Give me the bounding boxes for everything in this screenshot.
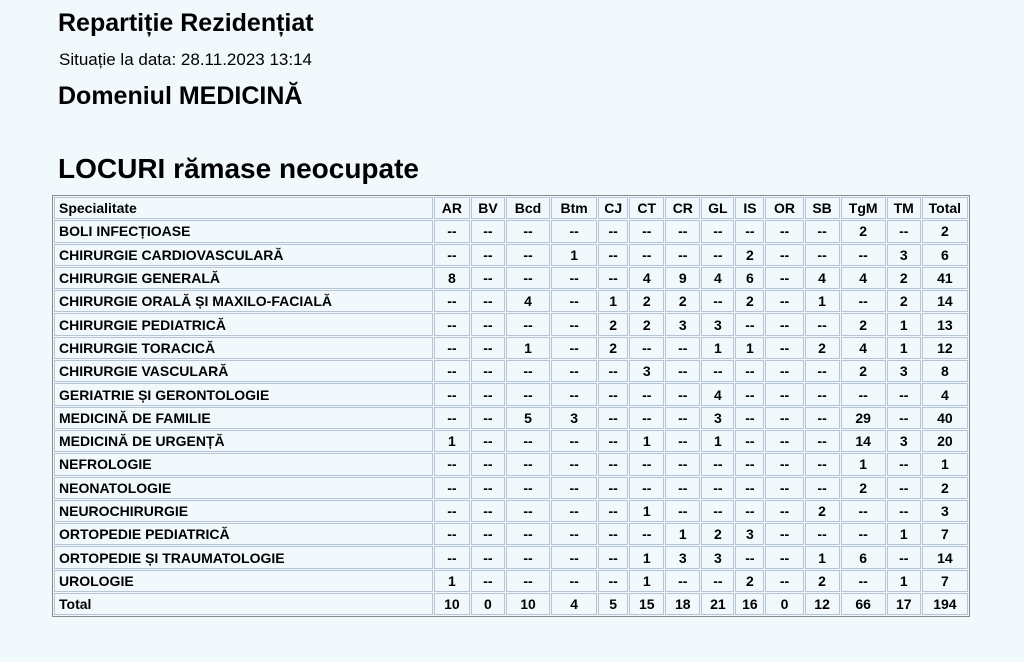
seat-count-cell: -- (765, 313, 803, 335)
table-body (54, 220, 968, 615)
specialty-cell: NEUROCHIRURGIE (54, 500, 433, 522)
seat-count-cell: -- (887, 453, 921, 475)
seat-count-cell: 14 (922, 546, 968, 568)
seat-count-cell: 7 (922, 570, 968, 592)
seat-count-cell: 4 (701, 267, 734, 289)
seat-count-cell: -- (665, 500, 700, 522)
seat-count-cell: 1 (506, 337, 550, 359)
seat-count-cell: -- (434, 244, 470, 266)
seat-count-cell: -- (805, 407, 840, 429)
seat-count-cell: -- (841, 383, 886, 405)
specialty-cell: UROLOGIE (54, 570, 433, 592)
seat-count-cell: -- (665, 477, 700, 499)
seat-count-cell: 6 (735, 267, 764, 289)
seat-count-cell: 4 (922, 383, 968, 405)
seat-count-cell: -- (629, 477, 664, 499)
seat-count-cell: 2 (598, 337, 628, 359)
table-row (54, 313, 968, 335)
seat-count-cell: 5 (506, 407, 550, 429)
seat-count-cell: -- (701, 570, 734, 592)
specialty-cell: CHIRURGIE ORALĂ ȘI MAXILO-FACIALĂ (54, 290, 433, 312)
seat-count-cell: 1 (434, 430, 470, 452)
seat-count-cell: 41 (922, 267, 968, 289)
seat-count-cell: 14 (841, 430, 886, 452)
seat-count-cell: 4 (841, 267, 886, 289)
total-value-cell: 0 (471, 593, 505, 615)
seat-count-cell: 2 (629, 313, 664, 335)
column-header-cj: CJ (598, 197, 628, 219)
seat-count-cell: 4 (701, 383, 734, 405)
seat-count-cell: -- (506, 267, 550, 289)
seat-count-cell: -- (506, 453, 550, 475)
seat-count-cell: -- (701, 290, 734, 312)
seat-count-cell: -- (805, 220, 840, 242)
seat-count-cell: 2 (665, 290, 700, 312)
specialty-cell: CHIRURGIE VASCULARĂ (54, 360, 433, 382)
specialty-cell: MEDICINĂ DE URGENȚĂ (54, 430, 433, 452)
seat-count-cell: -- (765, 337, 803, 359)
seat-count-cell: 8 (922, 360, 968, 382)
seat-count-cell: -- (551, 360, 597, 382)
seat-count-cell: -- (506, 546, 550, 568)
seat-count-cell: -- (471, 500, 505, 522)
total-value-cell: 10 (434, 593, 470, 615)
total-value-cell: 12 (805, 593, 840, 615)
seat-count-cell: 3 (629, 360, 664, 382)
seat-count-cell: 3 (701, 546, 734, 568)
table-row (54, 220, 968, 242)
seat-count-cell: -- (551, 290, 597, 312)
seat-count-cell: -- (735, 546, 764, 568)
seat-count-cell: -- (765, 220, 803, 242)
seat-count-cell: 1 (598, 290, 628, 312)
seat-count-cell: 1 (887, 337, 921, 359)
seat-count-cell: -- (805, 453, 840, 475)
seat-count-cell: -- (598, 383, 628, 405)
seat-count-cell: 2 (922, 477, 968, 499)
seat-count-cell: -- (598, 220, 628, 242)
seat-count-cell: -- (735, 383, 764, 405)
vacancies-table (52, 195, 970, 617)
table-row (54, 244, 968, 266)
table-row (54, 523, 968, 545)
seat-count-cell: 2 (805, 500, 840, 522)
seat-count-cell: 13 (922, 313, 968, 335)
seat-count-cell: -- (629, 244, 664, 266)
seat-count-cell: 1 (887, 313, 921, 335)
seat-count-cell: -- (665, 453, 700, 475)
seat-count-cell: 3 (887, 360, 921, 382)
seat-count-cell: -- (506, 220, 550, 242)
seat-count-cell: -- (471, 453, 505, 475)
specialty-cell: CHIRURGIE CARDIOVASCULARĂ (54, 244, 433, 266)
seat-count-cell: -- (665, 244, 700, 266)
seat-count-cell: 2 (805, 337, 840, 359)
seat-count-cell: -- (434, 383, 470, 405)
seat-count-cell: 3 (887, 430, 921, 452)
seat-count-cell: -- (665, 430, 700, 452)
seat-count-cell: -- (551, 220, 597, 242)
seat-count-cell: 1 (551, 244, 597, 266)
seat-count-cell: -- (887, 546, 921, 568)
seat-count-cell: -- (735, 500, 764, 522)
seat-count-cell: -- (551, 477, 597, 499)
seat-count-cell: -- (506, 523, 550, 545)
seat-count-cell: -- (765, 360, 803, 382)
column-header-tm: TM (887, 197, 921, 219)
seat-count-cell: -- (765, 523, 803, 545)
table-row (54, 337, 968, 359)
seat-count-cell: -- (471, 383, 505, 405)
seat-count-cell: -- (629, 337, 664, 359)
column-header-gl: GL (701, 197, 734, 219)
seat-count-cell: -- (471, 570, 505, 592)
seat-count-cell: -- (598, 267, 628, 289)
seat-count-cell: -- (598, 244, 628, 266)
column-header-tgm: TgM (841, 197, 886, 219)
specialty-cell: MEDICINĂ DE FAMILIE (54, 407, 433, 429)
seat-count-cell: -- (551, 500, 597, 522)
seat-count-cell: 2 (701, 523, 734, 545)
seat-count-cell: -- (765, 546, 803, 568)
seat-count-cell: -- (434, 523, 470, 545)
seat-count-cell: -- (506, 244, 550, 266)
table-header-row (54, 197, 968, 219)
seat-count-cell: -- (735, 407, 764, 429)
column-header-sb: SB (805, 197, 840, 219)
seat-count-cell: -- (551, 337, 597, 359)
seat-count-cell: -- (765, 383, 803, 405)
seat-count-cell: -- (551, 546, 597, 568)
seat-count-cell: -- (765, 453, 803, 475)
seat-count-cell: 6 (922, 244, 968, 266)
seat-count-cell: -- (665, 360, 700, 382)
seat-count-cell: 2 (735, 244, 764, 266)
table-row (54, 570, 968, 592)
seat-count-cell: -- (735, 360, 764, 382)
seat-count-cell: -- (434, 313, 470, 335)
column-header-ct: CT (629, 197, 664, 219)
total-row (54, 593, 968, 615)
table-row (54, 267, 968, 289)
seat-count-cell: 4 (805, 267, 840, 289)
seat-count-cell: 4 (506, 290, 550, 312)
seat-count-cell: 12 (922, 337, 968, 359)
column-header-specialitate: Specialitate (54, 197, 433, 219)
specialty-cell: ORTOPEDIE ȘI TRAUMATOLOGIE (54, 546, 433, 568)
total-value-cell: 66 (841, 593, 886, 615)
seat-count-cell: -- (665, 407, 700, 429)
seat-count-cell: -- (701, 220, 734, 242)
table-row (54, 360, 968, 382)
seat-count-cell: -- (434, 407, 470, 429)
seat-count-cell: -- (506, 430, 550, 452)
seat-count-cell: -- (471, 430, 505, 452)
seat-count-cell: -- (735, 477, 764, 499)
seat-count-cell: -- (841, 500, 886, 522)
seat-count-cell: -- (434, 546, 470, 568)
seat-count-cell: -- (629, 220, 664, 242)
seat-count-cell: -- (805, 523, 840, 545)
seat-count-cell: -- (551, 313, 597, 335)
seat-count-cell: 2 (887, 267, 921, 289)
seat-count-cell: -- (598, 477, 628, 499)
seat-count-cell: -- (471, 244, 505, 266)
seat-count-cell: -- (701, 244, 734, 266)
seat-count-cell: -- (598, 523, 628, 545)
seat-count-cell: -- (471, 220, 505, 242)
seat-count-cell: -- (506, 500, 550, 522)
seat-count-cell: 1 (665, 523, 700, 545)
seat-count-cell: -- (434, 290, 470, 312)
seat-count-cell: -- (841, 523, 886, 545)
seat-count-cell: -- (735, 220, 764, 242)
seat-count-cell: -- (887, 500, 921, 522)
seat-count-cell: -- (735, 430, 764, 452)
seat-count-cell: -- (434, 453, 470, 475)
seat-count-cell: -- (471, 477, 505, 499)
seat-count-cell: -- (701, 453, 734, 475)
seat-count-cell: -- (805, 244, 840, 266)
seat-count-cell: 14 (922, 290, 968, 312)
seat-count-cell: -- (629, 453, 664, 475)
seat-count-cell: -- (841, 570, 886, 592)
seat-count-cell: -- (765, 570, 803, 592)
seat-count-cell: -- (506, 383, 550, 405)
seat-count-cell: 1 (841, 453, 886, 475)
seat-count-cell: -- (598, 430, 628, 452)
seat-count-cell: -- (551, 267, 597, 289)
seat-count-cell: -- (598, 453, 628, 475)
seat-count-cell: -- (434, 360, 470, 382)
seat-count-cell: 9 (665, 267, 700, 289)
seat-count-cell: 3 (701, 313, 734, 335)
seat-count-cell: -- (841, 244, 886, 266)
seat-count-cell: 2 (922, 220, 968, 242)
seat-count-cell: 29 (841, 407, 886, 429)
table-row (54, 477, 968, 499)
specialty-cell: BOLI INFECȚIOASE (54, 220, 433, 242)
seat-count-cell: -- (665, 337, 700, 359)
seat-count-cell: -- (551, 453, 597, 475)
domain-heading: Domeniul MEDICINĂ (58, 82, 303, 110)
seat-count-cell: 1 (805, 546, 840, 568)
specialty-cell: NEONATOLOGIE (54, 477, 433, 499)
seat-count-cell: -- (805, 360, 840, 382)
seat-count-cell: -- (665, 383, 700, 405)
seat-count-cell: -- (805, 313, 840, 335)
seat-count-cell: -- (551, 570, 597, 592)
seat-count-cell: -- (805, 477, 840, 499)
seat-count-cell: 1 (701, 337, 734, 359)
seat-count-cell: 1 (629, 500, 664, 522)
seat-count-cell: -- (598, 500, 628, 522)
seat-count-cell: 1 (434, 570, 470, 592)
seat-count-cell: 2 (598, 313, 628, 335)
seat-count-cell: -- (471, 546, 505, 568)
table-row (54, 430, 968, 452)
page-title: Repartiție Rezidențiat (58, 9, 314, 37)
specialty-cell: NEFROLOGIE (54, 453, 433, 475)
seat-count-cell: -- (551, 383, 597, 405)
seat-count-cell: 2 (735, 290, 764, 312)
seat-count-cell: -- (471, 407, 505, 429)
seat-count-cell: 1 (735, 337, 764, 359)
seat-count-cell: 1 (887, 570, 921, 592)
seat-count-cell: 4 (629, 267, 664, 289)
section-title: LOCURI rămase neocupate (58, 153, 419, 184)
specialty-cell: CHIRURGIE PEDIATRICĂ (54, 313, 433, 335)
seat-count-cell: 1 (629, 546, 664, 568)
specialty-cell: GERIATRIE ȘI GERONTOLOGIE (54, 383, 433, 405)
seat-count-cell: 2 (805, 570, 840, 592)
column-header-is: IS (735, 197, 764, 219)
seat-count-cell: 3 (665, 313, 700, 335)
seat-count-cell: -- (551, 430, 597, 452)
seat-count-cell: 3 (665, 546, 700, 568)
seat-count-cell: -- (765, 267, 803, 289)
seat-count-cell: 1 (629, 570, 664, 592)
seat-count-cell: -- (471, 313, 505, 335)
seat-count-cell: 7 (922, 523, 968, 545)
seat-count-cell: -- (471, 337, 505, 359)
seat-count-cell: -- (765, 407, 803, 429)
seat-count-cell: -- (471, 290, 505, 312)
total-value-cell: 0 (765, 593, 803, 615)
seat-count-cell: 4 (841, 337, 886, 359)
seat-count-cell: 20 (922, 430, 968, 452)
seat-count-cell: 8 (434, 267, 470, 289)
total-label-cell: Total (54, 593, 433, 615)
seat-count-cell: -- (434, 220, 470, 242)
seat-count-cell: -- (765, 244, 803, 266)
total-value-cell: 4 (551, 593, 597, 615)
seat-count-cell: -- (887, 220, 921, 242)
seat-count-cell: -- (551, 523, 597, 545)
seat-count-cell: 2 (841, 360, 886, 382)
total-value-cell: 5 (598, 593, 628, 615)
seat-count-cell: -- (887, 407, 921, 429)
situation-date: Situație la data: 28.11.2023 13:14 (59, 50, 312, 69)
seat-count-cell: -- (506, 360, 550, 382)
seat-count-cell: -- (434, 477, 470, 499)
seat-count-cell: -- (506, 313, 550, 335)
total-value-cell: 16 (735, 593, 764, 615)
specialty-cell: CHIRURGIE GENERALĂ (54, 267, 433, 289)
seat-count-cell: -- (805, 430, 840, 452)
seat-count-cell: -- (841, 290, 886, 312)
seat-count-cell: -- (765, 500, 803, 522)
seat-count-cell: 40 (922, 407, 968, 429)
specialty-cell: CHIRURGIE TORACICĂ (54, 337, 433, 359)
seat-count-cell: 1 (701, 430, 734, 452)
seat-count-cell: -- (765, 290, 803, 312)
seat-count-cell: -- (598, 407, 628, 429)
column-header-bcd: Bcd (506, 197, 550, 219)
column-header-bv: BV (471, 197, 505, 219)
seat-count-cell: -- (887, 383, 921, 405)
total-value-cell: 194 (922, 593, 968, 615)
table-row (54, 383, 968, 405)
seat-count-cell: 3 (551, 407, 597, 429)
total-value-cell: 17 (887, 593, 921, 615)
seat-count-cell: -- (598, 570, 628, 592)
table-row (54, 290, 968, 312)
table-row (54, 500, 968, 522)
seat-count-cell: -- (665, 570, 700, 592)
seat-count-cell: -- (765, 477, 803, 499)
seat-count-cell: 1 (629, 430, 664, 452)
seat-count-cell: 1 (887, 523, 921, 545)
total-value-cell: 18 (665, 593, 700, 615)
table-row (54, 407, 968, 429)
seat-count-cell: 1 (922, 453, 968, 475)
seat-count-cell: 3 (887, 244, 921, 266)
seat-count-cell: -- (629, 523, 664, 545)
seat-count-cell: -- (506, 477, 550, 499)
table-row (54, 453, 968, 475)
seat-count-cell: 1 (805, 290, 840, 312)
total-value-cell: 21 (701, 593, 734, 615)
seat-count-cell: -- (701, 477, 734, 499)
column-header-total: Total (922, 197, 968, 219)
seat-count-cell: 2 (735, 570, 764, 592)
seat-count-cell: -- (665, 220, 700, 242)
seat-count-cell: -- (629, 383, 664, 405)
seat-count-cell: -- (765, 430, 803, 452)
seat-count-cell: -- (434, 337, 470, 359)
seat-count-cell: -- (701, 360, 734, 382)
seat-count-cell: 3 (735, 523, 764, 545)
total-value-cell: 15 (629, 593, 664, 615)
seat-count-cell: -- (701, 500, 734, 522)
specialty-cell: ORTOPEDIE PEDIATRICĂ (54, 523, 433, 545)
seat-count-cell: 2 (841, 477, 886, 499)
seat-count-cell: -- (471, 360, 505, 382)
seat-count-cell: -- (805, 383, 840, 405)
seat-count-cell: 3 (922, 500, 968, 522)
seat-count-cell: -- (598, 546, 628, 568)
table-row (54, 546, 968, 568)
seat-count-cell: 2 (841, 313, 886, 335)
seat-count-cell: -- (506, 570, 550, 592)
seat-count-cell: -- (598, 360, 628, 382)
column-header-cr: CR (665, 197, 700, 219)
seat-count-cell: -- (887, 477, 921, 499)
seat-count-cell: -- (629, 407, 664, 429)
total-value-cell: 10 (506, 593, 550, 615)
seat-count-cell: -- (471, 523, 505, 545)
seat-count-cell: 2 (841, 220, 886, 242)
seat-count-cell: -- (735, 453, 764, 475)
seat-count-cell: -- (434, 500, 470, 522)
column-header-or: OR (765, 197, 803, 219)
column-header-ar: AR (434, 197, 470, 219)
seat-count-cell: -- (471, 267, 505, 289)
seat-count-cell: 6 (841, 546, 886, 568)
column-header-btm: Btm (551, 197, 597, 219)
seat-count-cell: -- (735, 313, 764, 335)
seat-count-cell: 2 (629, 290, 664, 312)
seat-count-cell: 2 (887, 290, 921, 312)
seat-count-cell: 3 (701, 407, 734, 429)
